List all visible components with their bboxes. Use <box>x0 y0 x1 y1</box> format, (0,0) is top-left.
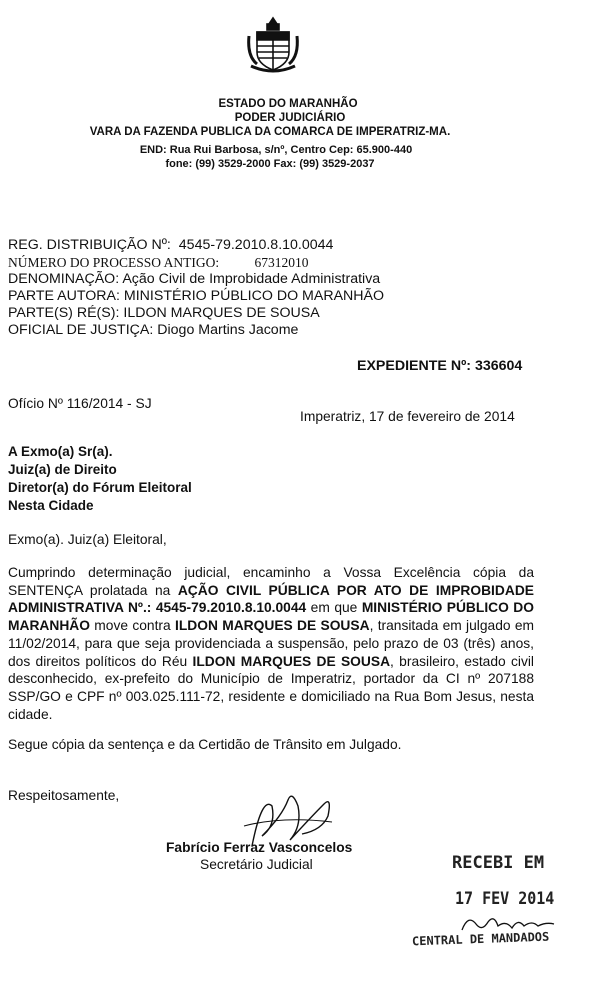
body-text-3: move contra <box>90 618 175 634</box>
header-state: ESTADO DO MARANHÃO <box>218 98 358 110</box>
reg-label: REG. DISTRIBUIÇÃO Nº: <box>8 237 171 253</box>
expediente-number <box>357 358 522 374</box>
expediente-value: 336604 <box>474 358 523 374</box>
plaintiff-label: PARTE AUTORA: <box>8 288 120 304</box>
plaintiff <box>8 288 384 305</box>
header-address: END: Rua Rui Barbosa, s/nº, Centro Cep: 65.900-440 <box>139 144 413 156</box>
coat-of-arms-emblem <box>243 16 303 74</box>
body-text-1: Cumprindo determinação judicial, encaminho a Vossa Excelência cópia da SENTENÇA prolatada na <box>8 565 534 598</box>
reg-distribution <box>8 237 333 254</box>
body-text-4: , transitada em julgado em 11/02/2014, para que seja providenciada a suspensão, pelo prazo de 03 (três) anos, dos direitos políticos do Réu <box>8 618 534 669</box>
place-date: Imperatriz, 17 de fevereiro de 2014 <box>300 409 515 424</box>
defendant-value: ILDON MARQUES DE SOUSA <box>123 305 320 321</box>
defendant-label: PARTE(S) RÉ(S): <box>8 305 120 321</box>
body-text-2: em que <box>306 600 362 616</box>
old-process-label: NÚMERO DO PROCESSO ANTIGO: <box>8 255 220 270</box>
court-officer <box>8 322 298 339</box>
old-process-number <box>8 254 309 271</box>
defendant <box>8 305 320 322</box>
officer-label: OFICIAL DE JUSTIÇA: <box>8 322 154 338</box>
addressee-line-1: A Exmo(a) Sr(a). <box>8 444 113 459</box>
defendant-name: ILDON MARQUES DE SOUSA <box>175 618 370 634</box>
attachments-note: Segue cópia da sentença e da Certidão de Trânsito em Julgado. <box>8 737 402 752</box>
header-court: VARA DA FAZENDA PUBLICA DA COMARCA DE IMPERATRIZ-MA. <box>89 126 451 138</box>
old-process-value: 67312010 <box>254 255 309 270</box>
officer-value: Diogo Martins Jacome <box>157 322 299 338</box>
addressee-line-4: Nesta Cidade <box>8 498 94 513</box>
body-paragraph <box>8 564 534 723</box>
expediente-label: EXPEDIENTE Nº: <box>357 358 471 374</box>
denomination-label: DENOMINAÇÃO: <box>8 271 120 287</box>
received-stamp-date: 17 FEV 2014 <box>455 887 555 909</box>
greeting: Exmo(a). Juiz(a) Eleitoral, <box>8 532 167 547</box>
oficio-number: Ofício Nº 116/2014 - SJ <box>8 396 152 411</box>
reg-value: 4545-79.2010.8.10.0044 <box>178 237 334 253</box>
header-phone: fone: (99) 3529-2000 Fax: (99) 3529-2037 <box>165 158 375 170</box>
plaintiff-value: MINISTÉRIO PÚBLICO DO MARANHÃO <box>123 288 385 304</box>
signer-name: Fabrício Ferraz Vasconcelos <box>166 840 353 855</box>
denomination-value: Ação Civil de Improbidade Administrativa <box>122 271 381 287</box>
signer-role: Secretário Judicial <box>200 857 313 872</box>
closing: Respeitosamente, <box>8 788 120 803</box>
action-title: AÇÃO CIVIL PÚBLICA POR ATO DE IMPROBIDADE ADMINISTRATIVA Nº.: 4545-79.2010.8.10.0044 <box>8 582 534 616</box>
header-power: PODER JUDICIÁRIO <box>234 112 346 124</box>
addressee-line-3: Diretor(a) do Fórum Eleitoral <box>8 480 192 495</box>
body-text-5: , brasileiro, estado civil desconhecido, ex-prefeito do Município de Imperatriz, portador da CI nº 207188 SSP/GO e CPF nº 003.025.111-72, residente e domiciliado na Rua Bom Jesus, nesta cidade. <box>8 653 534 722</box>
denomination <box>8 271 380 288</box>
received-stamp-department: CENTRAL DE MANDADOS <box>411 929 550 949</box>
addressee-line-2: Juiz(a) de Direito <box>8 462 117 477</box>
received-stamp-label: RECEBI EM <box>452 853 545 873</box>
plaintiff-name: MINISTÉRIO PÚBLICO DO MARANHÃO <box>8 600 535 634</box>
defendant-name-2: ILDON MARQUES DE SOUSA <box>192 653 391 669</box>
